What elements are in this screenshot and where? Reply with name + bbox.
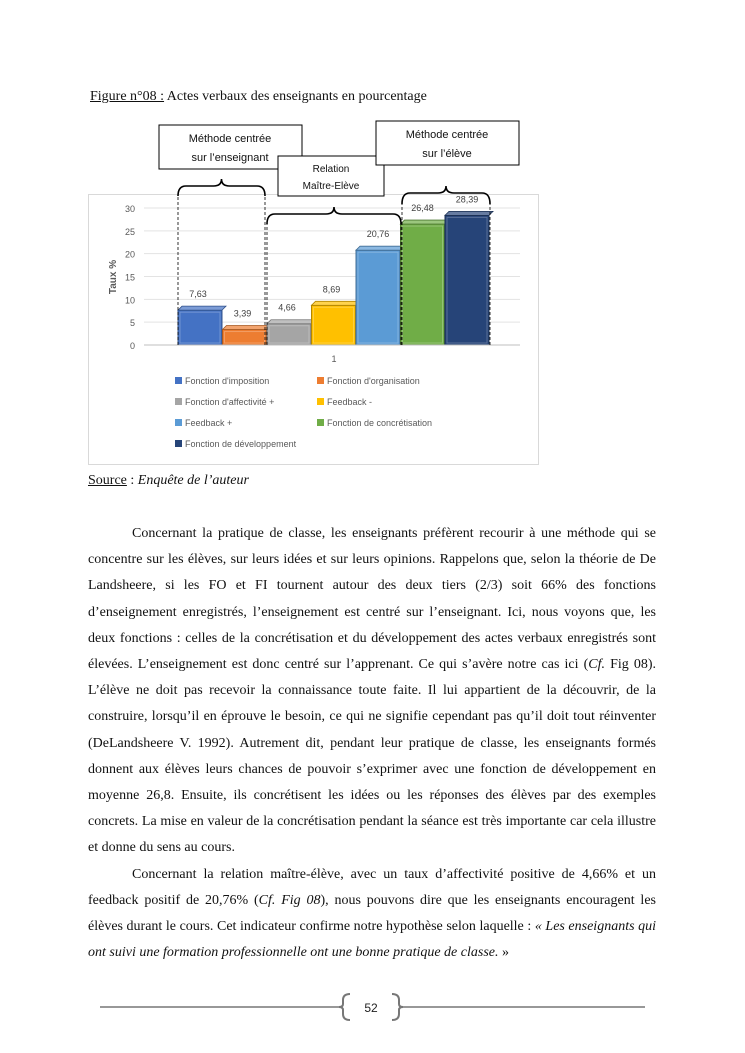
bar [178, 310, 222, 345]
legend-swatch [175, 419, 182, 426]
figure-title [90, 89, 427, 105]
footer-brace-right [392, 994, 403, 1020]
source-text: Enquête de l’auteur [137, 473, 249, 488]
bar [312, 305, 356, 345]
bar-top-face [445, 211, 493, 215]
annotation-teacher-line1: Méthode centrée [188, 133, 272, 145]
body-text [88, 521, 656, 966]
bar [401, 224, 445, 345]
legend-label: Fonction de concrétisation [327, 418, 433, 428]
data-label: 8,69 [322, 284, 341, 295]
legend-swatch [317, 377, 324, 384]
figure-source [88, 473, 249, 489]
legend-label: Fonction d'organisation [327, 376, 420, 386]
paragraph-2 [88, 862, 656, 967]
legend-swatch [317, 398, 324, 405]
annotation-teacher-line2: sur l’enseignant [191, 152, 269, 164]
paragraph-1-part-a: Concernant la pratique de classe, les enseignants préfèrent recourir à une méthode qui se concentre sur les élèves, sur leurs idées et sur leurs opinions. Rappelons que, selon la théorie de De Landsheere, si les FO et FI tournent autour des deux tiers (2/3) soit 66% des fonctions d’enseignement enregistrés, l’enseignement est centré sur l’enseignant. Ici, nous voyons que, les deux fonctions : celles de la concrétisation et du développement des actes verbaux enregistrés sont élevées. L’enseignement est donc centré sur l’apprenant. Ce qui s’avère notre cas ici ( [88, 526, 656, 673]
legend-swatch [175, 377, 182, 384]
data-label: 26,48 [411, 203, 434, 214]
bar-top-face [401, 220, 449, 224]
figure-label: Figure n°08 : [90, 89, 165, 104]
legend-label: Feedback + [185, 418, 233, 428]
bar-top-face [223, 326, 271, 330]
legend-label: Feedback - [327, 397, 373, 407]
annotation-relation-line2: Maître-Elève [302, 181, 360, 192]
page-footer-svg [0, 990, 745, 1024]
figure-caption: Actes verbaux des enseignants en pourcentage [166, 89, 427, 104]
data-label: 3,39 [233, 308, 252, 319]
legend-swatch [175, 398, 182, 405]
chart-svg [88, 120, 543, 465]
annotation-learner-line1: Méthode centrée [405, 129, 489, 141]
y-tick-label: 0 [129, 341, 135, 351]
paragraph-2-end: » [498, 945, 509, 961]
bar [267, 324, 311, 345]
bar-top-face [312, 301, 360, 305]
legend-swatch [175, 440, 182, 447]
paragraph-2-part-b: ), nous pouvons dire que les enseignants encouragent les élèves durant le cours. Cet indicateur confirme notre hypothèse selon laquelle : [88, 892, 656, 935]
bar [445, 215, 489, 345]
page-number: 52 [364, 1001, 378, 1015]
y-tick-label: 30 [124, 204, 135, 214]
bar-top-face [267, 320, 315, 324]
bar-top-face [356, 246, 404, 250]
data-label: 4,66 [278, 302, 296, 313]
paragraph-2-quote: « Les enseignants qui ont suivi une formation professionnelle ont une bonne pratique de classe. [88, 919, 656, 961]
brace-teacher-centred [178, 179, 265, 196]
bar-top-face [178, 306, 226, 310]
legend-swatch [317, 419, 324, 426]
legend-label: Fonction d'affectivité + [185, 397, 275, 407]
data-label: 20,76 [366, 229, 390, 240]
legend-label: Fonction de développement [185, 439, 297, 449]
paragraph-1-cf: Cf. [588, 657, 605, 673]
paragraph-2-cf: Cf. Fig 08 [258, 892, 321, 908]
annotation-relation-line1: Relation [312, 164, 350, 175]
paragraph-1 [88, 521, 656, 862]
x-category-label: 1 [331, 354, 337, 364]
data-label: 7,63 [189, 289, 207, 300]
footer-brace-left [339, 994, 350, 1020]
y-tick-label: 15 [124, 272, 135, 283]
y-tick-label: 5 [129, 318, 135, 329]
paragraph-1-part-b: Fig 08). L’élève ne doit pas recevoir la connaissance toute faite. Il lui appartient de la découvrir, de la construire, lorsqu’il en éprouve le besoin, ce qui ne signifie cependant pas qu’il doit tout réinventer (DeLandsheere V. 1992). Autrement dit, pendant leur pratique de classe, les enseignants formés donnent aux élèves leurs chances de pouvoir s’exprimer avec une fonction de développement en moyenne 26,8. Ensuite, ils concrétisent les idées ou les réponses des élèves par des exemples concrets. La mise en valeur de la concrétisation pendant la séance est très importante car cela illustre et donne du sens au cours. [88, 657, 657, 856]
data-label: 28,39 [455, 194, 479, 205]
legend-label: Fonction d'imposition [185, 376, 270, 386]
source-label: Source [88, 473, 127, 488]
y-axis-title: Taux % [108, 259, 119, 295]
paragraph-2-part-a: Concernant la relation maître-élève, avec un taux d’affectivité positive de 4,66% et un feedback positif de 20,76% ( [88, 866, 656, 908]
annotation-learner-line2: sur l’élève [422, 148, 472, 160]
bar [356, 250, 400, 345]
y-tick-label: 20 [124, 249, 135, 260]
y-tick-label: 25 [124, 226, 135, 237]
page-footer [0, 990, 745, 1024]
chart [88, 120, 543, 465]
source-separator: : [126, 473, 138, 488]
y-tick-label: 10 [124, 295, 135, 306]
